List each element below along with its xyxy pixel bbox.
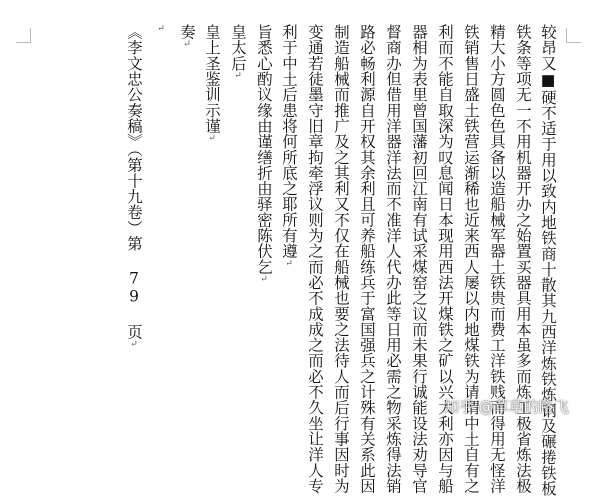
text-column: [513, 24, 533, 494]
text-column: [357, 24, 377, 494]
text-column: [409, 24, 429, 494]
column-text: 督商办但借用洋器洋法而不准洋人代办此等日用必需之物采炼得法销: [384, 24, 402, 494]
paragraph-mark-icon: ↵: [233, 70, 243, 81]
margin-corner-mark-right: [566, 28, 581, 43]
column-text: 变通若徒墨守旧章拘牵浮议则为之而必不成成之而必不久坐让洋人专: [306, 24, 324, 494]
text-column: [202, 24, 222, 144]
paragraph-mark-icon: ↵: [207, 133, 217, 144]
column-text: 器相为表里曾国藩初回江南有试采煤窑之议而未果行诚能设法劝导官: [410, 24, 428, 494]
column-text: 皇太后: [229, 24, 247, 71]
text-column: [279, 24, 299, 269]
column-text: 《李文忠公奏稿》（第十九卷）第 79 页: [125, 24, 143, 340]
paragraph-mark-icon: ↵: [284, 258, 294, 269]
column-text: 较昂又■硬不适于用以致内地铁商十散其九西洋炼铁炼钢及碾捲铁板: [539, 24, 557, 496]
text-column: [124, 24, 144, 350]
text-column: [228, 24, 248, 81]
column-text: 旨悉心酌议缘由谨缮折由驿密陈伏乞: [255, 24, 273, 275]
paragraph-mark-icon: ↵: [259, 274, 269, 285]
column-text: 奏: [178, 24, 196, 40]
text-column: [254, 24, 274, 284]
column-text: 精大小方圆色色具备以造船械军器土铁贵而费工洋铁贱而得用无怪洋: [488, 24, 506, 494]
column-text: 利于中土后患将何所底之耶所有遵: [280, 24, 298, 259]
text-column: [461, 24, 481, 494]
text-column: [538, 24, 558, 496]
zhihu-watermark: 知乎 @草草的路飞: [444, 398, 569, 416]
margin-corner-mark-left: [16, 28, 31, 43]
paragraph-mark-icon: ↵: [129, 339, 139, 350]
column-text: 铁销售日盛土铁营运渐稀也近来西人屡以内地煤铁为请谓中土自有之: [462, 24, 480, 494]
text-column: [151, 24, 171, 34]
column-text: 路必畅利源自开权其余利且可养船练兵于富国强兵之计殊有关系此因: [358, 24, 376, 494]
text-column: [305, 24, 325, 494]
column-text: 皇上圣鉴训示谨: [203, 24, 221, 134]
text-column: [331, 24, 351, 494]
text-column: [435, 24, 455, 494]
column-text: 制造船械而推广及之其利又不仅在船械也要之法待人而后行事因时为: [332, 24, 350, 494]
text-column: [487, 24, 507, 494]
paragraph-mark-icon: ↵: [156, 24, 166, 34]
column-text: 铁条等项无一不用机器开办之始置买器具用本虽多而炼工极省炼法极: [514, 24, 532, 494]
text-column: [383, 24, 403, 494]
column-text: 利而不能自取深为叹息闻日本现用西法开煤铁之矿以兴大利亦因与船: [436, 24, 454, 494]
paragraph-mark-icon: ↵: [182, 39, 192, 50]
text-column: [177, 24, 197, 50]
